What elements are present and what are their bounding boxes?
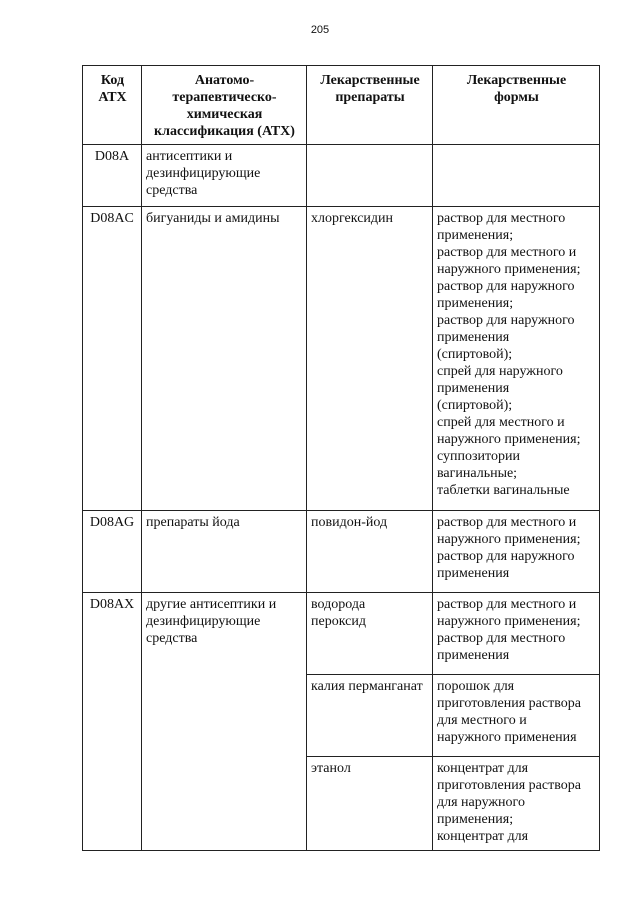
- row-classification: антисептики и дезинфицирующие средства: [142, 145, 307, 207]
- table-row: [83, 145, 600, 207]
- row-forms: концентрат для приготовления раствора для наружного применения; концентрат для: [433, 757, 600, 851]
- header-code: Код АТХ: [83, 66, 142, 145]
- row-classification: другие антисептики и дезинфицирующие средства: [142, 593, 307, 851]
- header-classification: Анатомо- терапевтическо- химическая классификация (АТХ): [142, 66, 307, 145]
- table-row: [83, 207, 600, 511]
- row-forms: раствор для местного и наружного применения; раствор для местного применения: [433, 593, 600, 675]
- page-number: 205: [310, 24, 330, 36]
- row-code: D08AX: [83, 593, 142, 851]
- row-forms: порошок для приготовления раствора для местного и наружного применения: [433, 675, 600, 757]
- row-drug: [307, 145, 433, 207]
- header-drugs: Лекарственные препараты: [307, 66, 433, 145]
- atx-table: [82, 65, 600, 851]
- row-drug: повидон-йод: [307, 511, 433, 593]
- row-drug: калия перманганат: [307, 675, 433, 757]
- row-classification: бигуаниды и амидины: [142, 207, 307, 511]
- row-forms: раствор для местного и наружного применения; раствор для наружного применения: [433, 511, 600, 593]
- row-drug: водорода пероксид: [307, 593, 433, 675]
- row-forms: [433, 145, 600, 207]
- row-drug: этанол: [307, 757, 433, 851]
- header-forms: Лекарственные формы: [433, 66, 600, 145]
- row-classification: препараты йода: [142, 511, 307, 593]
- row-code: D08AC: [83, 207, 142, 511]
- table-row: [83, 593, 600, 675]
- table-header-row: [83, 66, 600, 145]
- row-forms: раствор для местного применения; раствор для местного и наружного применения; раствор для наружного применения; раствор для наружного применения (спиртовой); спрей для наружного применения (спиртовой); спрей для местного и наружного применения; суппозитории вагинальные; таблетки вагинальные: [433, 207, 600, 511]
- row-drug: хлоргексидин: [307, 207, 433, 511]
- row-code: D08A: [83, 145, 142, 207]
- table-row: [83, 511, 600, 593]
- row-code: D08AG: [83, 511, 142, 593]
